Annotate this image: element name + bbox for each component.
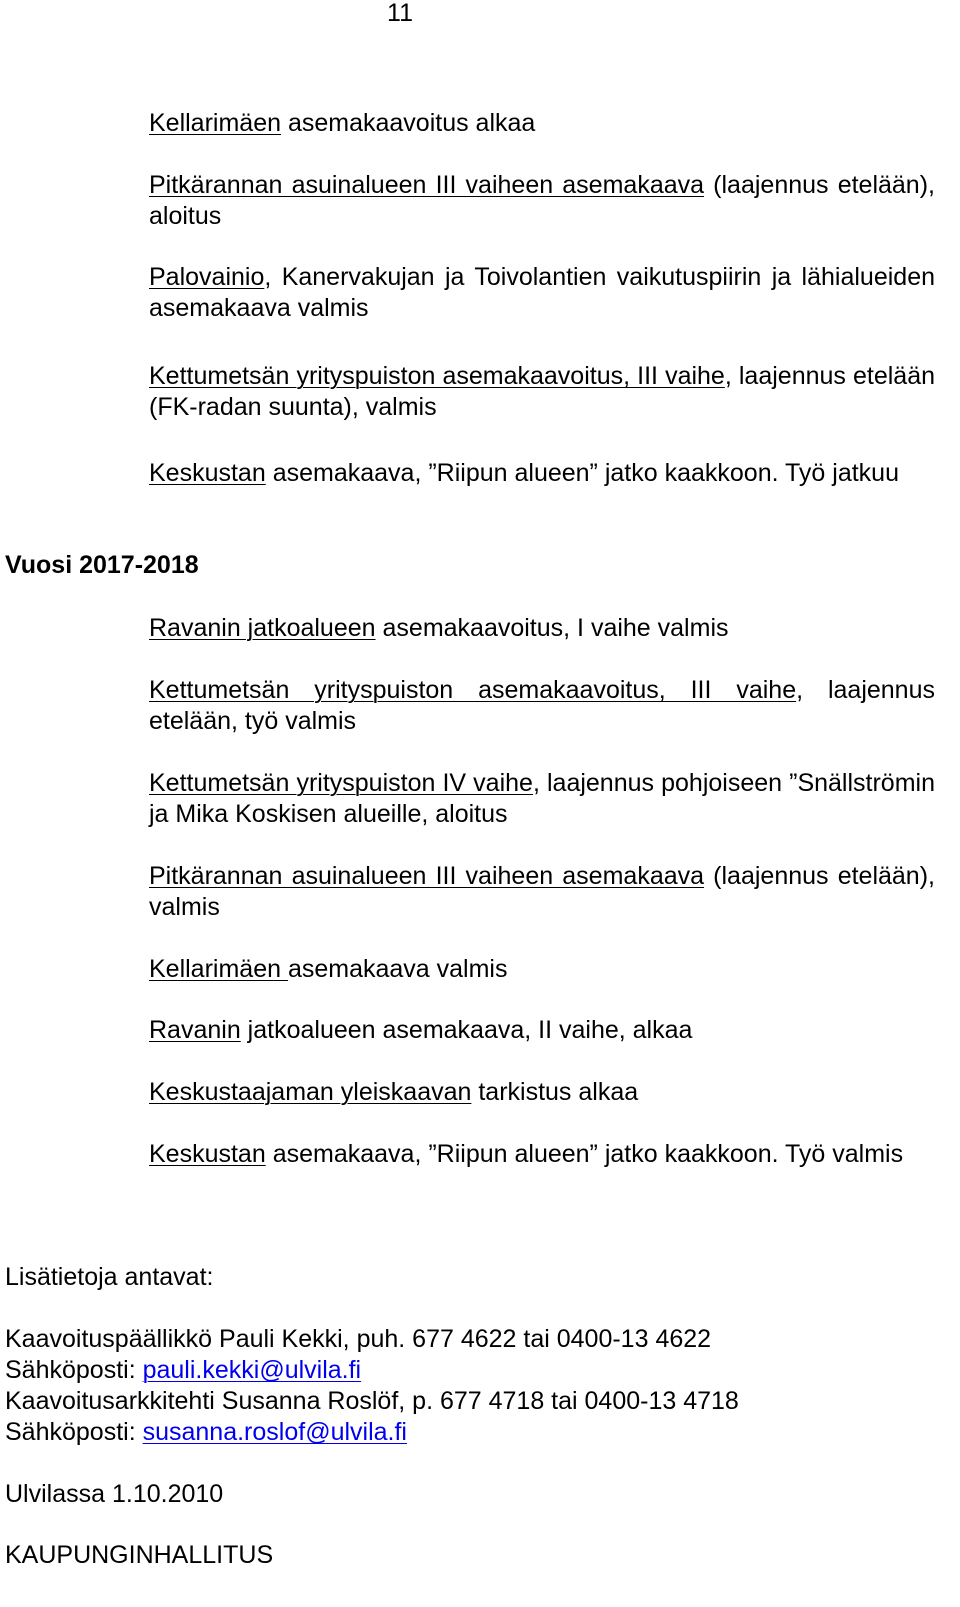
underlined-term: Kellarimäen — [149, 109, 282, 137]
contact-heading: Lisätietoja antavat: — [5, 1263, 214, 1291]
underlined-term: Keskustan — [149, 1140, 266, 1168]
email-label: Sähköposti: — [5, 1356, 143, 1384]
list-item — [149, 768, 935, 830]
contact-person-2: Kaavoitusarkkitehti Susanna Roslöf, p. 677 4718 tai 0400-13 4718 — [5, 1387, 739, 1415]
item-text: (laajennus etelään), valmis — [149, 862, 935, 921]
place-date: Ulvilassa 1.10.2010 — [5, 1480, 224, 1508]
underlined-term: Palovainio — [149, 263, 265, 291]
section-heading: Vuosi 2017-2018 — [5, 551, 199, 579]
item-text: jatkoalueen asemakaava, II vaihe, alkaa — [240, 1016, 693, 1044]
email-link-2[interactable]: susanna.roslof@ulvila.fi — [142, 1418, 407, 1446]
item-text: asemakaava valmis — [287, 955, 508, 983]
list-item — [149, 262, 935, 324]
list-item — [149, 613, 935, 644]
underlined-term: Kettumetsän yrityspuiston asemakaavoitus, III vaihe — [149, 362, 725, 390]
item-text: (laajennus etelään), aloitus — [149, 171, 935, 230]
underlined-term: Ravanin jatkoalueen — [149, 614, 376, 642]
underlined-term: Keskustaajaman yleiskaavan — [149, 1078, 472, 1106]
list-item — [149, 954, 935, 985]
item-text: , laajennus etelään, työ valmis — [149, 676, 935, 735]
list-item — [149, 861, 935, 923]
underlined-term: Kettumetsän yrityspuiston asemakaavoitus, III vaihe — [149, 676, 797, 704]
list-item — [149, 361, 935, 423]
contact-person-1: Kaavoituspäällikkö Pauli Kekki, puh. 677 4622 tai 0400-13 4622 — [5, 1325, 712, 1353]
item-text: asemakaava, ”Riipun alueen” jatko kaakkoon. Työ valmis — [265, 1140, 904, 1168]
item-text: asemakaava, ”Riipun alueen” jatko kaakkoon. Työ jatkuu — [265, 459, 899, 487]
item-text: asemakaavoitus alkaa — [281, 109, 536, 137]
contact-email-2-line — [5, 1417, 407, 1448]
signature: KAUPUNGINHALLITUS — [5, 1541, 274, 1569]
list-item — [149, 675, 935, 737]
list-item — [149, 1015, 935, 1046]
email-link-1[interactable]: pauli.kekki@ulvila.fi — [142, 1356, 362, 1384]
underlined-term: Kettumetsän yrityspuiston IV vaihe — [149, 769, 533, 797]
item-text: asemakaavoitus, I vaihe valmis — [375, 614, 729, 642]
email-label: Sähköposti: — [5, 1418, 143, 1446]
underlined-term: Kellarimäen — [149, 955, 288, 983]
item-text: tarkistus alkaa — [471, 1078, 639, 1106]
list-item — [149, 108, 935, 139]
list-item — [149, 170, 935, 232]
underlined-term: Pitkärannan asuinalueen III vaiheen asemakaava — [149, 862, 705, 890]
item-text: , laajennus etelään (FK-radan suunta), valmis — [149, 362, 936, 421]
underlined-term: Pitkärannan asuinalueen III vaiheen asemakaava — [149, 171, 705, 199]
list-item — [149, 458, 935, 489]
item-text: , Kanervakujan ja Toivolantien vaikutuspiirin ja lähialueiden asemakaava valmis — [149, 263, 935, 322]
underlined-term: Ravanin — [149, 1016, 241, 1044]
underlined-term: Keskustan — [149, 459, 266, 487]
contact-email-1-line — [5, 1355, 361, 1386]
list-item — [149, 1139, 935, 1170]
page-number: 11 — [387, 0, 413, 27]
item-text: , laajennus pohjoiseen ”Snällströmin ja Mika Koskisen alueille, aloitus — [149, 769, 935, 828]
list-item — [149, 1077, 935, 1108]
